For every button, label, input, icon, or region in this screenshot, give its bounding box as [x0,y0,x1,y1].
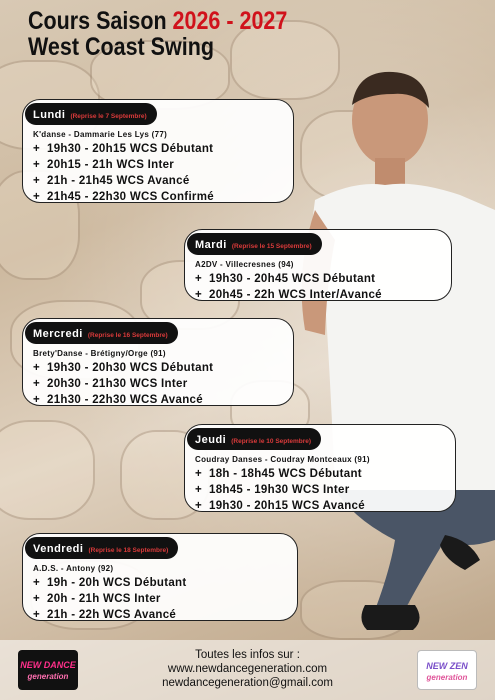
day-name: Jeudi [195,434,227,446]
resume-date: (Reprise le 10 Septembre) [231,438,312,445]
day-name: Vendredi [33,543,84,555]
venue: Coudray Danses - Coudray Montceaux (91) [195,455,370,464]
schedule-card-mardi [184,229,452,301]
class-slot: + 20h - 21h WCS Inter [33,593,161,605]
day-tab [25,537,178,559]
class-slot: + 18h45 - 19h30 WCS Inter [195,484,350,496]
resume-date: (Reprise le 18 Septembre) [88,547,169,554]
new-dance-generation-logo: NEW DANCE generation [18,650,78,690]
dance-style-title: West Coast Swing [28,33,214,62]
class-slot: + 21h45 - 22h30 WCS Confirmé [33,191,214,203]
venue: A2DV - Villecresnes (94) [195,260,294,269]
day-tab [187,428,321,450]
day-name: Mardi [195,239,227,251]
class-slot: + 20h45 - 22h WCS Inter/Avancé [195,289,382,301]
day-tab [25,322,178,344]
class-slot: + 18h - 18h45 WCS Débutant [195,468,362,480]
resume-date: (Reprise le 16 Septembre) [87,332,168,339]
new-zen-generation-logo: NEW ZEN generation [417,650,477,690]
dancer-photo [295,70,495,640]
footer [0,640,495,700]
day-tab [25,103,157,125]
website-link[interactable]: www.newdancegeneration.com [167,663,328,675]
class-slot: + 19h - 20h WCS Débutant [33,577,187,589]
class-slot: + 20h15 - 21h WCS Inter [33,159,175,171]
venue: A.D.S. - Antony (92) [33,564,114,573]
class-slot: + 21h - 22h WCS Avancé [33,609,177,621]
page-header [28,8,330,61]
venue: K'danse - Dammarie Les Lys (77) [33,130,168,139]
title-line: Cours Saison 2026 - 2027 [28,7,288,35]
class-slot: + 19h30 - 20h30 WCS Débutant [33,362,214,374]
email-link[interactable]: newdancegeneration@gmail.com [162,677,333,689]
day-name: Lundi [33,109,66,121]
day-name: Mercredi [33,328,83,340]
schedule-card-mercredi [22,318,294,406]
venue: Brety'Danse - Brétigny/Orge (91) [33,349,166,358]
resume-date: (Reprise le 7 Septembre) [70,113,147,120]
info-label: Toutes les infos sur : [195,649,300,661]
class-slot: + 19h30 - 20h45 WCS Débutant [195,273,376,285]
day-tab [187,233,322,255]
class-slot: + 19h30 - 20h15 WCS Avancé [195,500,365,512]
class-slot: + 19h30 - 20h15 WCS Débutant [33,143,214,155]
class-slot: + 21h - 21h45 WCS Avancé [33,175,190,187]
class-slot: + 21h30 - 22h30 WCS Avancé [33,394,203,406]
class-slot: + 20h30 - 21h30 WCS Inter [33,378,188,390]
schedule-card-vendredi [22,533,298,621]
schedule-card-jeudi [184,424,456,512]
resume-date: (Reprise le 15 Septembre) [231,243,312,250]
schedule-card-lundi [22,99,294,203]
season-years: 2026 - 2027 [172,7,288,35]
